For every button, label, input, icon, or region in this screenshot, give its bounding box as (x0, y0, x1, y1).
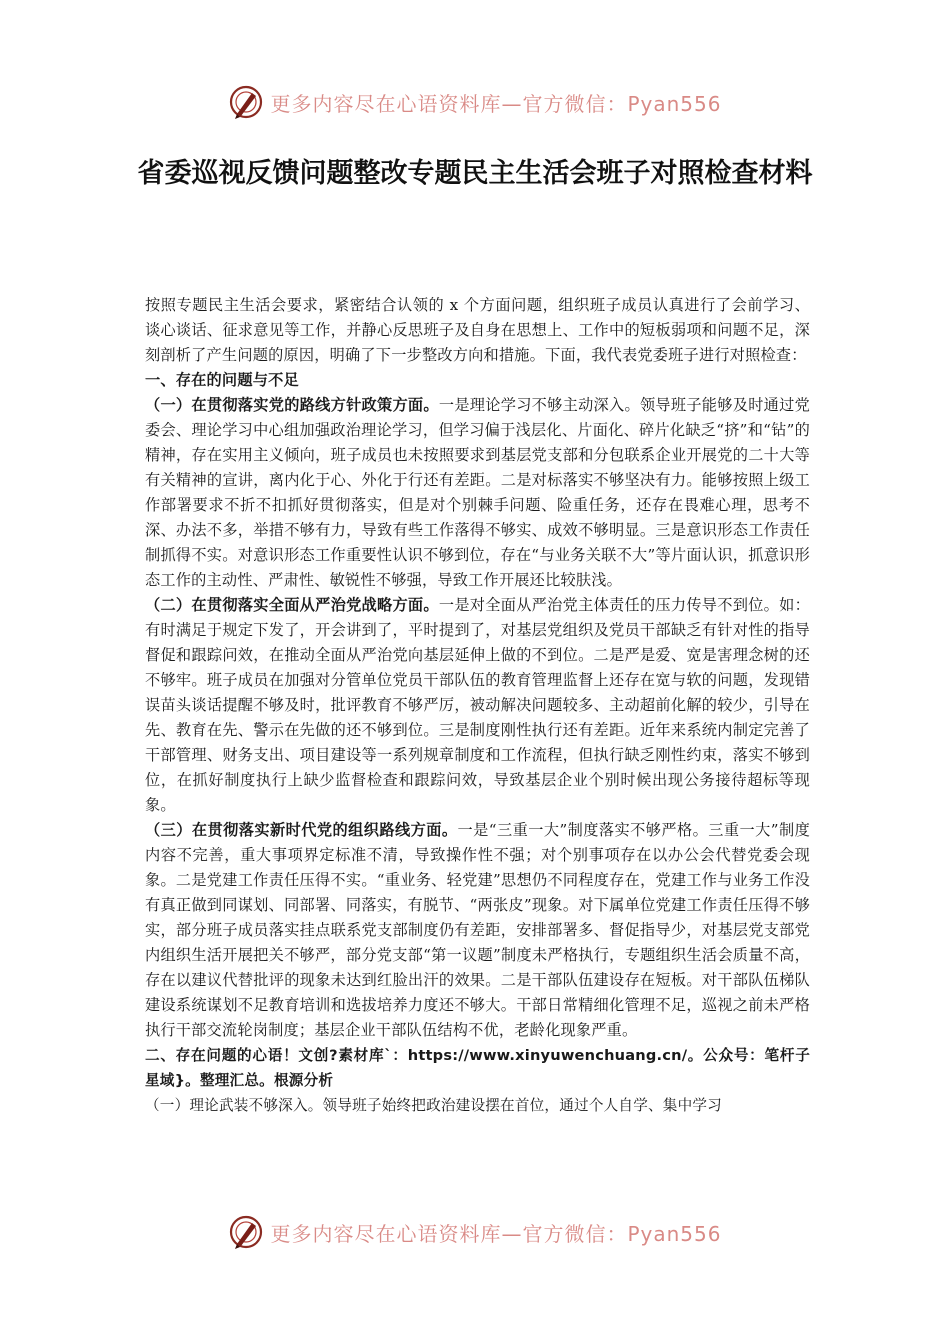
item-lead: （一）在贯彻落实党的路线方针政策方面。 (145, 396, 439, 414)
item-paragraph (145, 393, 810, 593)
section-heading-1: 一、存在的问题与不足 (145, 371, 299, 389)
item-text: 一是理论学习不够主动深入。领导班子能够及时通过党委会、理论学习中心组加强政治理论学习，但学习偏于浅层化、片面化、碎片化缺乏“挤”和“钻”的精神，存在实用主义倾向，班子成员也未按照要求到基层党支部和分包联系企业开展党的二十大等有关精神的宣讲，离内化于心、外化于行还有差距。二是对标落实不够坚决有力。能够按照上级工作部署要求不折不扣抓好贯彻落实，但是对个别棘手问题、险重任务，还存在畏难心理，思考不深、办法不多，举措不够有力，导致有些工作落得不够实、成效不够明显。三是意识形态工作责任制抓得不实。对意识形态工作重要性认识不够到位，存在“与业务关联不大”等片面认识，抓意识形态工作的主动性、严肃性、敏锐性不够强，导致工作开展还比较肤浅。 (145, 396, 810, 589)
item-text: 一是对全面从严治党主体责任的压力传导不到位。如：有时满足于规定下发了，开会讲到了，平时提到了，对基层党组织及党员干部缺乏有针对性的指导督促和跟踪问效，在推动全面从严治党向基层延伸上做的不到位。二是严是爱、宽是害理念树的还不够牢。班子成员在加强对分管单位党员干部队伍的教育管理监督上还存在宽与软的问题，发现错误苗头谈话提醒不够及时，批评教育不够严厉，被动解决问题较多、主动超前化解的较少，引导在先、教育在先、警示在先做的还不够到位。三是制度刚性执行还有差距。近年来系统内制定完善了干部管理、财务支出、项目建设等一系列规章制度和工作流程，但执行缺乏刚性约束，落实不够到位，在抓好制度执行上缺少监督检查和跟踪问效，导致基层企业个别时候出现公务接待超标等现象。 (145, 596, 810, 814)
section2-item-1: （一）理论武装不够深入。领导班子始终把政治建设摆在首位，通过个人自学、集中学习 (145, 1097, 722, 1114)
item-paragraph (145, 818, 810, 1043)
document-title: 省委巡视反馈问题整改专题民主生活会班子对照检查材料 (137, 158, 813, 189)
banner-text: 更多内容尽在心语资料库—官方微信：Pyan556 (270, 91, 722, 116)
header-banner (0, 82, 950, 122)
banner-text: 更多内容尽在心语资料库—官方微信：Pyan556 (270, 1221, 722, 1246)
section-heading-2: 二、存在问题的心语！文创?素材库`：https://www.xinyuwenchuang.cn/。公众号：笔杆子星域}。整理汇总。根源分析 (145, 1047, 810, 1089)
item-text: 一是“三重一大”制度落实不够严格。三重一大”制度内容不完善，重大事项界定标准不清，导致操作性不强；对个别事项存在以办公会代替党委会现象。二是党建工作责任压得不实。“重业务、轻党建”思想仍不同程度存在，党建工作与业务工作没有真正做到同谋划、同部署、同落实，有脱节、“两张皮”现象。对下属单位党建工作责任压得不够实，部分班子成员落实挂点联系党支部制度仍有差距，安排部署多、督促指导少，对基层党支部党内组织生活开展把关不够严，部分党支部“第一议题”制度未严格执行，专题组织生活会质量不高，存在以建议代替批评的现象未达到红脸出汗的效果。二是干部队伍建设存在短板。对干部队伍梯队建设系统谋划不足教育培训和选拔培养力度还不够大。干部日常精细化管理不足，巡视之前未严格执行干部交流轮岗制度；基层企业干部队伍结构不优，老龄化现象严重。 (145, 821, 811, 1039)
intro-paragraph: 按照专题民主生活会要求，紧密结合认领的 x 个方面问题，组织班子成员认真进行了会前学习、谈心谈话、征求意见等工作，并静心反思班子及自身在思想上、工作中的短板弱项和问题不足，深刻剖析了产生问题的原因，明确了下一步整改方向和措施。下面，我代表党委班子进行对照检查： (145, 296, 810, 364)
item-paragraph (145, 593, 810, 818)
pen-logo-icon (228, 1214, 264, 1250)
pen-logo-icon (228, 84, 264, 120)
item-lead: （三）在贯彻落实新时代党的组织路线方面。 (145, 821, 458, 839)
item-lead: （二）在贯彻落实全面从严治党战略方面。 (145, 596, 439, 614)
footer-banner (0, 1212, 950, 1252)
document-body (145, 293, 810, 1118)
